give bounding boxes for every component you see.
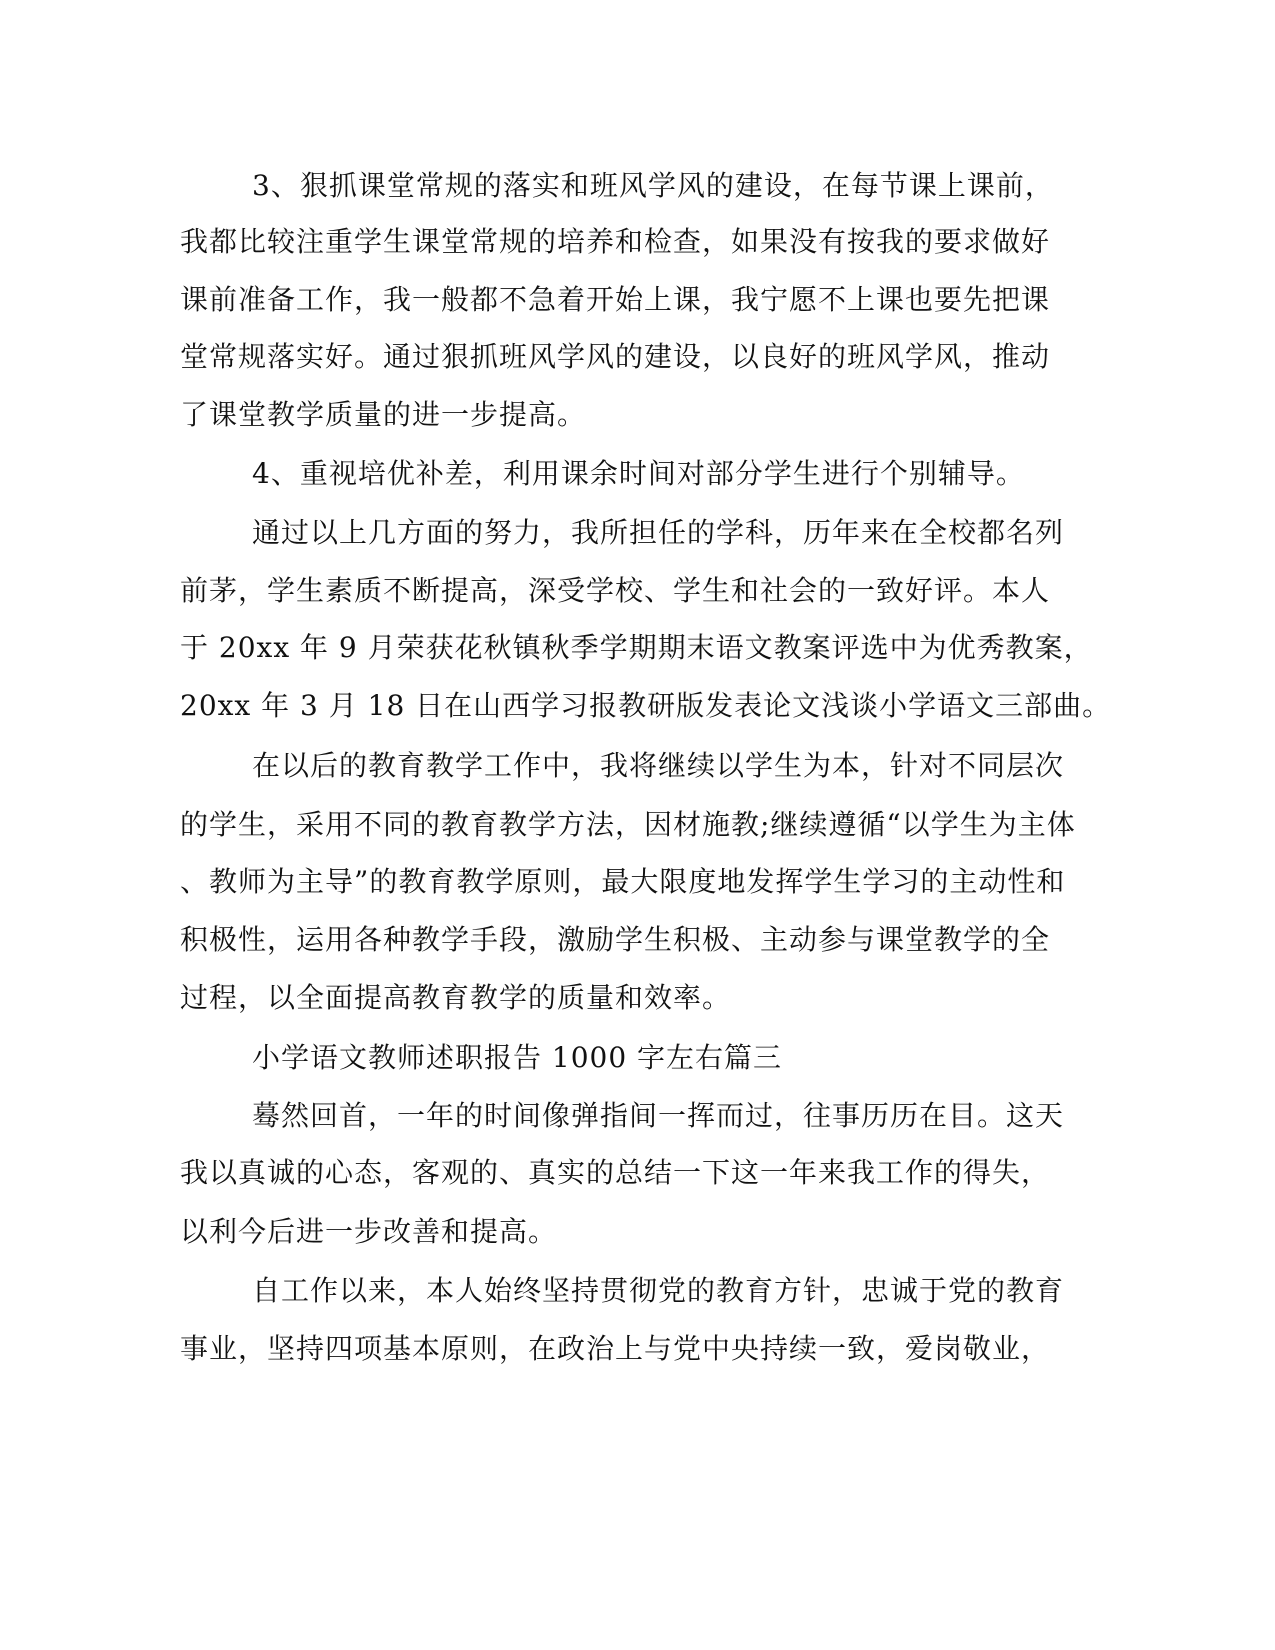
text-line: 的学生，采用不同的教育教学方法，因材施教;继续遵循“以学生为主体 xyxy=(180,808,1076,841)
text-line: 自工作以来，本人始终坚持贯彻党的教育方针，忠诚于党的教育 xyxy=(252,1274,1065,1307)
text-line: 课前准备工作，我一般都不急着开始上课，我宁愿不上课也要先把课 xyxy=(180,283,1051,316)
text-line: 我都比较注重学生课堂常规的培养和检查，如果没有按我的要求做好 xyxy=(180,225,1051,258)
text-line: 4、重视培优补差，利用课余时间对部分学生进行个别辅导。 xyxy=(252,457,1025,490)
text-line: 于 20xx 年 9 月荣获花秋镇秋季学期期末语文教案评选中为优秀教案， xyxy=(180,631,1093,664)
text-line: 堂常规落实好。通过狠抓班风学风的建设，以良好的班风学风，推动 xyxy=(180,340,1051,373)
text-line: 蓦然回首，一年的时间像弹指间一挥而过，往事历历在目。这天 xyxy=(252,1099,1065,1132)
text-line: 过程，以全面提高教育教学的质量和效率。 xyxy=(180,981,732,1014)
text-line: 在以后的教育教学工作中，我将继续以学生为本，针对不同层次 xyxy=(252,749,1065,782)
text-line: 前茅，学生素质不断提高，深受学校、学生和社会的一致好评。本人 xyxy=(180,574,1051,607)
text-line: 20xx 年 3 月 18 日在山西学习报教研版发表论文浅谈小学语文三部曲。 xyxy=(180,689,1112,722)
text-line: 积极性，运用各种教学手段，激励学生积极、主动参与课堂教学的全 xyxy=(180,923,1051,956)
text-line: 通过以上几方面的努力，我所担任的学科，历年来在全校都名列 xyxy=(252,516,1065,549)
text-line: 了课堂教学质量的进一步提高。 xyxy=(180,398,587,431)
text-line: 、教师为主导”的教育教学原则，最大限度地发挥学生学习的主动性和 xyxy=(180,865,1066,898)
text-line: 事业，坚持四项基本原则，在政治上与党中央持续一致，爱岗敬业， xyxy=(180,1332,1051,1365)
text-line: 3、狠抓课堂常规的落实和班风学风的建设，在每节课上课前， xyxy=(252,169,1054,202)
text-line: 我以真诚的心态，客观的、真实的总结一下这一年来我工作的得失， xyxy=(180,1156,1051,1189)
section-heading: 小学语文教师述职报告 1000 字左右篇三 xyxy=(252,1041,783,1074)
text-line: 以利今后进一步改善和提高。 xyxy=(180,1215,558,1248)
